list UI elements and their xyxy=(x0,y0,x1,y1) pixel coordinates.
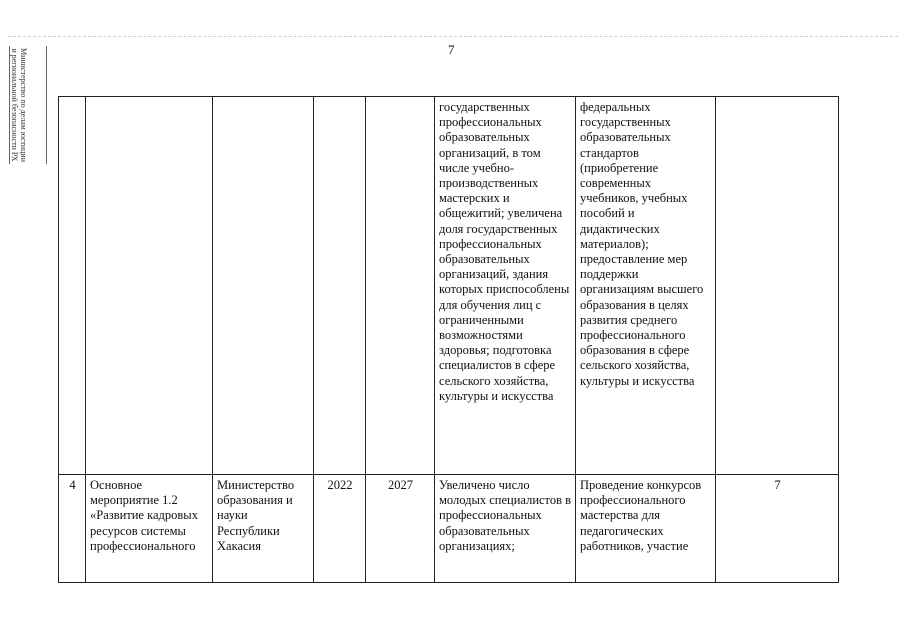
row-number xyxy=(59,97,86,475)
direction-cell: Проведение конкурсов профессионального мастерства для педагогических работников, участие xyxy=(576,475,716,583)
indicator-cell xyxy=(716,97,839,475)
result-cell: Увеличено число молодых специалистов в профессиональных образовательных организациях; xyxy=(435,475,576,583)
registration-stamp-text: Министерство по делам юстиции и региональной безопасности РХ xyxy=(10,48,28,162)
program-table xyxy=(58,96,839,583)
event-cell: Основное мероприятие 1.2 «Развитие кадровых ресурсов системы профессионального xyxy=(86,475,213,583)
year-start-cell xyxy=(314,97,366,475)
table-row xyxy=(59,97,839,475)
page-top-rule xyxy=(8,36,898,37)
executor-cell xyxy=(213,97,314,475)
year-end-cell: 2027 xyxy=(366,475,435,583)
year-end-cell xyxy=(366,97,435,475)
page-number: 7 xyxy=(448,42,455,57)
indicator-cell: 7 xyxy=(716,475,839,583)
direction-cell: федеральных государственных образовательных стандартов (приобретение современных учебников, учебных пособий и дидактических материалов); предоставление мер поддержки организациям высшего образования в целях развития среднего профессионального образования в сфере сельского хозяйства, культуры и искусства xyxy=(576,97,716,475)
result-cell: государственных профессиональных образовательных организаций, в том числе учебно-производственных мастерских и общежитий; увеличена доля государственных профессиональных образовательных организаций, здания которых приспособлены для обучения лиц с ограниченными возможностями здоровья; подготовка специалистов в сфере сельского хозяйства, культуры и искусства xyxy=(435,97,576,475)
table-row xyxy=(59,475,839,583)
event-cell xyxy=(86,97,213,475)
year-start-cell: 2022 xyxy=(314,475,366,583)
executor-cell: Министерство образования и науки Республики Хакасия xyxy=(213,475,314,583)
row-number: 4 xyxy=(59,475,86,583)
